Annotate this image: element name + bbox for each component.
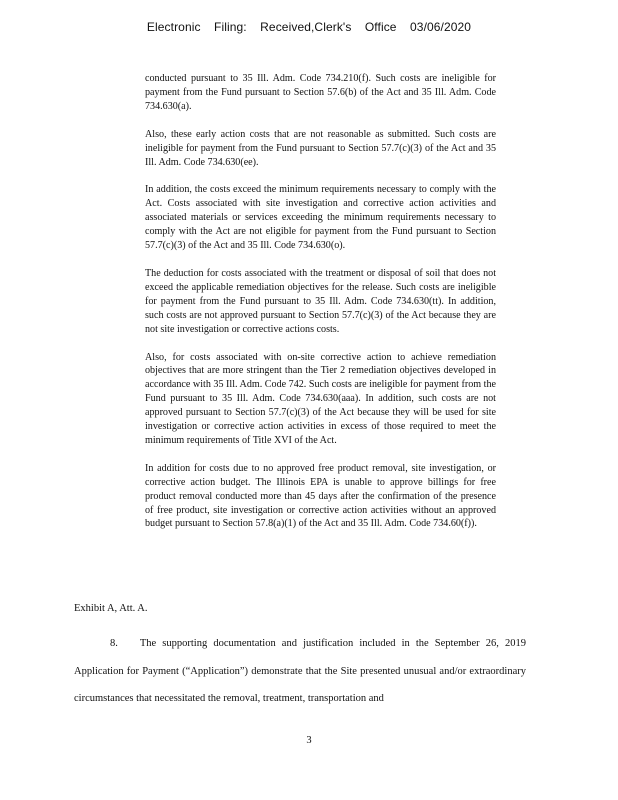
quote-paragraph: In addition, the costs exceed the minimum requirements necessary to comply with the Act. Costs associated with site investigation and corrective action activities and associated materials or services exceeding the minimum requirements necessary to comply with the Act are not eligible for payment from the Fund pursuant to Section 57.7(c)(3) of the Act and 35 Ill. Code 734.630(o). [145,184,496,252]
block-quote [145,72,496,545]
quote-paragraph: Also, for costs associated with on-site corrective action to achieve remediation objectives that are more stringent than the Tier 2 remediation objectives developed in accordance with 35 Ill. Adm. Code 742. Such costs are ineligible for payment from the Fund pursuant to 35 Ill. Adm. Code 734.630(aaa). In addition, such costs are not approved pursuant to Section 57.7(c)(3) of the Act because they will be used for site investigation or corrective action activities in excess of those required to meet the minimum requirements of Title XVI of the Act. [145,351,496,446]
paragraph-8 [74,630,526,713]
quote-paragraph: In addition for costs due to no approved free product removal, site investigation, or corrective action budget. The Illinois EPA is unable to approve billings for free product removal conducted more than 45 days after the confirmation of the presence of free product, site investigation or corrective action activities without an approved budget pursuant to Section 57.8(a)(1) of the Act and 35 Ill. Adm. Code 734.60(f)). [145,462,496,530]
quote-paragraph: The deduction for costs associated with the treatment or disposal of soil that does not exceed the applicable remediation objectives for the release. Such costs are ineligible for payment from the Fund pursuant to 35 Ill. Adm. Code 734.630(tt). In addition, such costs are not approved pursuant to Section 57.7(c)(3) of the Act because they are not site investigation or corrective actions costs. [145,267,496,335]
exhibit-citation: Exhibit A, Att. A. [74,603,148,614]
page-number: 3 [306,735,312,746]
quote-paragraph: conducted pursuant to 35 Ill. Adm. Code 734.210(f). Such costs are ineligible for payment from the Fund pursuant to Section 57.6(b) of the Act and 35 Ill. Adm. Code 734.630(a). [145,73,496,112]
paragraph-number: 8. [110,638,118,649]
paragraph-text: The supporting documentation and justification included in the September 26, 2019 Application for Payment (“Application”) demonstrate that the Site presented unusual and/or extraordinary circumstances that necessitated the removal, treatment, transportation and [74,638,526,704]
quote-paragraph: Also, these early action costs that are not reasonable as submitted. Such costs are ineligible for payment from the Fund pursuant to Section 57.7(c)(3) of the Act and 35 Ill. Adm. Code 734.630(ee). [145,128,496,168]
electronic-filing-header: Electronic Filing: Received,Clerk's Office 03/06/2020 [146,20,472,34]
